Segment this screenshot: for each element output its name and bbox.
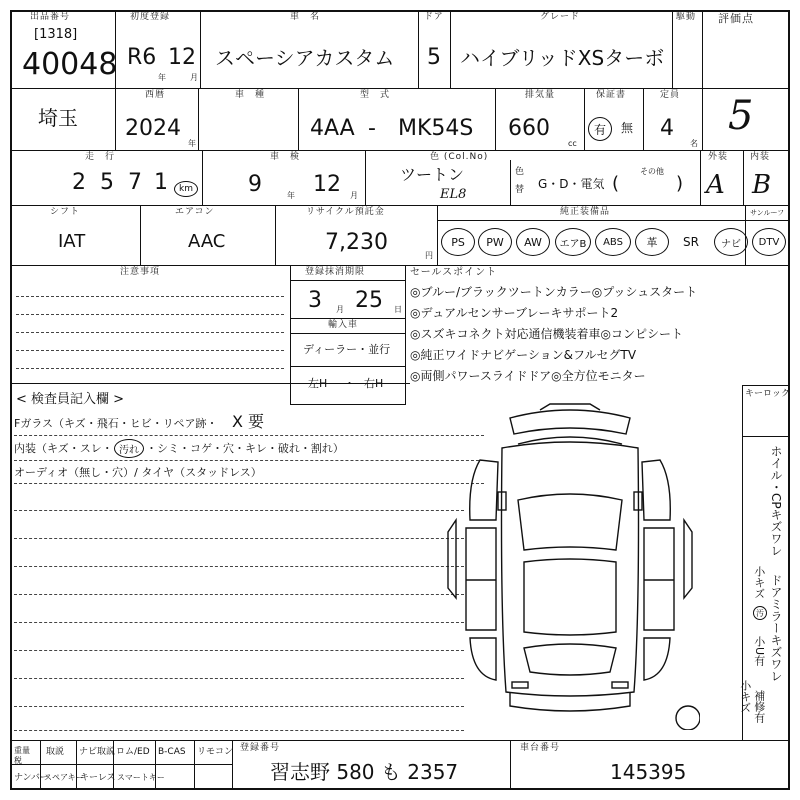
shaken-year-unit: 年	[287, 191, 295, 200]
reg-month: 12	[168, 45, 196, 70]
repair-note: 補修有	[752, 690, 766, 723]
color-label: 色 (Col.No)	[430, 152, 489, 162]
mirror-note: ドアミラーキズワレ	[769, 574, 783, 682]
vehicle-type-label: 車 種	[235, 90, 266, 100]
equip-airbag-circled: エアB	[555, 228, 591, 256]
sunroof-label: サンルーフ	[750, 209, 785, 217]
car-name: スペーシアカスタム	[215, 46, 395, 70]
seat-count: 4	[660, 116, 674, 141]
chassis-label: 車台番号	[520, 743, 561, 753]
key-lock-label: キーロック	[745, 389, 790, 399]
footer-item: ロム/ED	[116, 747, 150, 757]
equip-aw-circled: AW	[516, 228, 550, 256]
shaken-month-unit: 月	[350, 191, 358, 200]
shift-label: シフト	[50, 207, 81, 217]
footer-item: ナンバー	[14, 773, 49, 783]
displacement: 660	[508, 116, 550, 141]
grade-label: グレード	[540, 12, 581, 22]
model-code-label: 型 式	[360, 90, 391, 100]
engine-code: 4AA	[310, 116, 355, 141]
score-label: 評価点	[718, 12, 754, 25]
lot-number: 40048	[22, 47, 118, 82]
inspector-title: < 検査員記入欄 >	[16, 392, 125, 407]
cc-unit: cc	[568, 139, 577, 148]
equip-dtv-circled: DTV	[752, 228, 786, 256]
chassis-number: 145395	[610, 760, 687, 784]
exterior-label: 外装	[708, 152, 729, 162]
inspector-line-interior-rest: ・シミ・コゲ・穴・キレ・破れ・割れ）	[146, 442, 344, 455]
deadline-label: 登録抹消期限	[305, 267, 366, 277]
ac-label: エアコン	[175, 207, 215, 217]
color-iro: 色	[515, 167, 525, 177]
km-circled: km	[174, 181, 198, 197]
model-code: MK54S	[398, 116, 474, 141]
warranty-yes-circled: 有	[588, 117, 612, 141]
mileage-digit: 1	[154, 170, 168, 195]
right-hand: 右H	[364, 377, 384, 390]
equip-navi-circled: ナビ	[714, 228, 748, 256]
warranty-label: 保証書	[596, 90, 627, 100]
import-label: 輸入車	[328, 320, 359, 330]
inspector-line-interior: 内装（キズ・スレ・	[14, 442, 113, 455]
mirror-note-sub: 小キズ	[752, 566, 766, 599]
door-count: 5	[427, 45, 441, 70]
yen-unit: 円	[425, 251, 433, 260]
interior-grade: B	[752, 170, 772, 200]
footer-item: ナビ取説	[79, 747, 116, 757]
shaken-month: 12	[313, 172, 341, 197]
interior-label: 内装	[750, 152, 771, 162]
drive-label: 駆動	[676, 12, 697, 22]
left-hand: 左H	[308, 377, 328, 390]
ac-type: AAC	[188, 231, 226, 252]
recycle-fee: 7,230	[325, 230, 388, 255]
model-dash: -	[368, 116, 376, 141]
prefecture: 埼玉	[38, 106, 78, 130]
repair-note-sub: 小キズ	[738, 680, 752, 713]
hand-separator: ・	[344, 377, 355, 390]
color-change: 替	[515, 185, 525, 195]
footer-item: B-CAS	[158, 747, 186, 757]
color-options: G・D・電気	[538, 177, 605, 191]
small-u-note: 小U有	[752, 636, 766, 667]
color-name: ツートン	[400, 165, 465, 184]
shift-type: IAT	[58, 231, 86, 252]
footer-item: リモコン	[197, 747, 234, 757]
warranty-no: 無	[621, 121, 634, 135]
sales-point-label: セールスポイント	[410, 267, 498, 278]
sales-point: ◎両側パワースライドドア◎全方位モニター	[410, 369, 646, 383]
license-plate: 習志野 580 も 2357	[270, 760, 459, 784]
sales-point: ◎デュアルセンサーブレーキサポート2	[410, 306, 619, 320]
equip-sunroof: SR	[683, 235, 699, 249]
caution-label: 注意事項	[120, 267, 161, 277]
deadline-day: 25	[355, 288, 383, 313]
footer-item: スマートキー	[117, 773, 165, 782]
model-year: 2024	[125, 116, 181, 141]
dealer-parallel: ディーラー・並行	[303, 343, 391, 356]
seats-label: 定員	[660, 90, 681, 100]
paren-open: (	[612, 173, 620, 194]
displacement-label: 排気量	[525, 90, 556, 100]
mirror-dirty-circled: 汚	[753, 606, 767, 620]
wheel-note: ホイル・CPキズワレ	[769, 445, 783, 557]
deadline-day-unit: 日	[394, 305, 402, 314]
mileage-label: 走 行	[85, 152, 116, 162]
car-damage-diagram	[440, 400, 700, 730]
year-label: 西暦	[145, 90, 166, 100]
sales-point: ◎純正ワイドナビゲーション&フルセグTV	[410, 348, 637, 362]
equip-leather-circled: 革	[635, 228, 669, 256]
recycle-label: リサイクル預託金	[306, 207, 385, 217]
grade: ハイブリッドXSターボ	[460, 46, 665, 70]
first-reg-label: 初度登録	[130, 12, 171, 22]
deadline-month-unit: 月	[336, 305, 344, 314]
deadline-month: 3	[308, 288, 322, 313]
paren-close: )	[676, 173, 684, 194]
mileage-digit: 2	[72, 170, 86, 195]
equip-abs-circled: ABS	[595, 228, 631, 256]
footer-item: 取説	[46, 747, 65, 757]
footer-item: スペアキー	[44, 773, 84, 782]
weight-tax-label: 重量税	[14, 746, 30, 766]
equip-pw-circled: PW	[478, 228, 512, 256]
stain-circled: 汚れ	[114, 439, 144, 458]
sales-point: ◎スズキコネクト対応通信機装着車◎コンピシート	[410, 327, 683, 341]
seat-unit: 名	[690, 139, 698, 148]
model-year-unit: 年	[188, 139, 196, 148]
exterior-grade: A	[706, 170, 725, 200]
shaken-label: 車 検	[270, 152, 301, 162]
color-other: その他	[640, 167, 664, 176]
lot-label: 出品番号	[30, 12, 71, 22]
car-name-label: 車 名	[290, 12, 321, 22]
equipment-label: 純正装備品	[560, 207, 611, 217]
inspector-line-glass: Fガラス（キズ・飛石・ヒビ・リペア跡・	[14, 417, 218, 430]
shaken-year: 9	[248, 172, 262, 197]
reg-month-unit: 月	[190, 73, 198, 82]
equip-ps-circled: PS	[441, 228, 475, 256]
sales-point: ◎ブルー/ブラックツートンカラー◎プッシュスタート	[410, 285, 698, 299]
lot-bracket: [1318]	[34, 27, 78, 42]
mileage-digit: 7	[128, 170, 142, 195]
evaluation-score: 5	[728, 93, 754, 139]
inspector-line-audio: オーディオ（無し・穴）/ タイヤ（スタッドレス）	[14, 466, 262, 479]
footer-item: キーレス	[80, 773, 116, 783]
door-label: ドア	[424, 12, 444, 22]
plate-label: 登録番号	[240, 743, 281, 753]
reg-year-unit: 年	[158, 73, 166, 82]
mileage-digit: 5	[100, 170, 114, 195]
color-code: EL8	[440, 187, 467, 202]
reg-era: R6	[127, 45, 157, 70]
glass-replace-mark: X 要	[232, 412, 265, 431]
